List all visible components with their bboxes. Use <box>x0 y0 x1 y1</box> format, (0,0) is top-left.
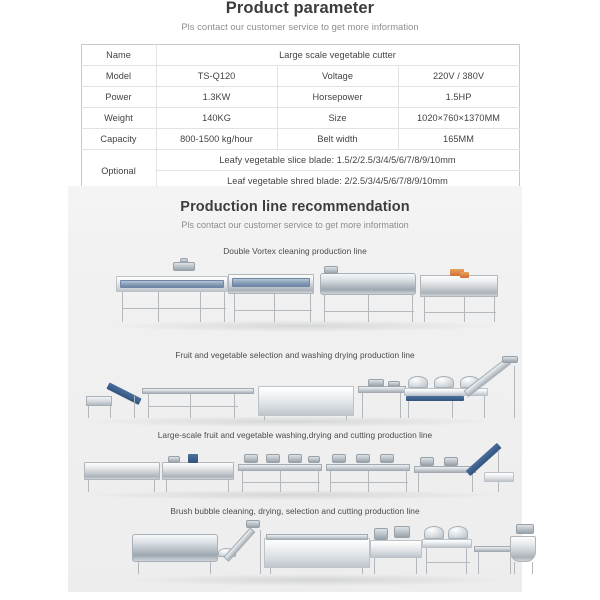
production-line-item-1 <box>68 246 522 334</box>
spec-value-model: TS-Q120 <box>156 66 277 87</box>
spec-label-weight: Weight <box>81 108 156 129</box>
production-line-image-3 <box>68 440 522 502</box>
page-subtitle: Pls contact our customer service to get more information <box>181 21 419 32</box>
production-line-item-3 <box>68 430 522 502</box>
table-row <box>81 150 519 171</box>
production-line-caption-1: Double Vortex cleaning production line <box>223 246 367 256</box>
spec-value-belt-width: 165MM <box>398 129 519 150</box>
production-line-title: Production line recommendation <box>180 199 410 215</box>
spec-label-voltage: Voltage <box>277 66 398 87</box>
table-row <box>81 108 519 129</box>
spec-label-horsepower: Horsepower <box>277 87 398 108</box>
table-row <box>81 66 519 87</box>
spec-value-weight: 140KG <box>156 108 277 129</box>
production-line-section <box>68 186 522 592</box>
spec-label-name: Name <box>81 45 156 66</box>
table-row <box>81 129 519 150</box>
spec-value-capacity: 800-1500 kg/hour <box>156 129 277 150</box>
table-row <box>81 45 519 66</box>
page-title: Product parameter <box>225 0 375 17</box>
spec-label-belt-width: Belt width <box>277 129 398 150</box>
spec-label-power: Power <box>81 87 156 108</box>
production-line-caption-4: Brush bubble cleaning, drying, selection and cutting production line <box>170 506 420 516</box>
spec-value-optional-slice: Leafy vegetable slice blade: 1.5/2/2.5/3/4/5/6/7/8/9/10mm <box>156 150 519 171</box>
production-line-caption-2: Fruit and vegetable selection and washing drying production line <box>175 350 415 360</box>
production-line-image-4 <box>68 516 522 588</box>
spec-table <box>81 44 520 192</box>
production-line-image-2 <box>68 360 522 428</box>
production-line-image-1 <box>68 256 522 334</box>
spec-label-size: Size <box>277 108 398 129</box>
spec-label-capacity: Capacity <box>81 129 156 150</box>
spec-label-model: Model <box>81 66 156 87</box>
production-line-header <box>68 186 522 230</box>
production-line-item-2 <box>68 350 522 428</box>
spec-value-voltage: 220V / 380V <box>398 66 519 87</box>
production-line-caption-3: Large-scale fruit and vegetable washing,drying and cutting production line <box>157 430 433 440</box>
spec-value-power: 1.3KW <box>156 87 277 108</box>
spec-value-name: Large scale vegetable cutter <box>156 45 519 66</box>
production-line-item-4 <box>68 506 522 588</box>
spec-value-horsepower: 1.5HP <box>398 87 519 108</box>
table-row <box>81 87 519 108</box>
spec-value-size: 1020×760×1370MM <box>398 108 519 129</box>
production-line-subtitle: Pls contact our customer service to get more information <box>181 220 409 230</box>
spec-table-wrapper <box>81 44 520 192</box>
spec-value-optional-shred: Leaf vegetable shred blade: 2/2.5/3/4/5/6/7/8/9/10mm <box>156 171 519 192</box>
spec-label-optional: Optional <box>81 150 156 192</box>
product-parameter-section <box>0 0 600 192</box>
